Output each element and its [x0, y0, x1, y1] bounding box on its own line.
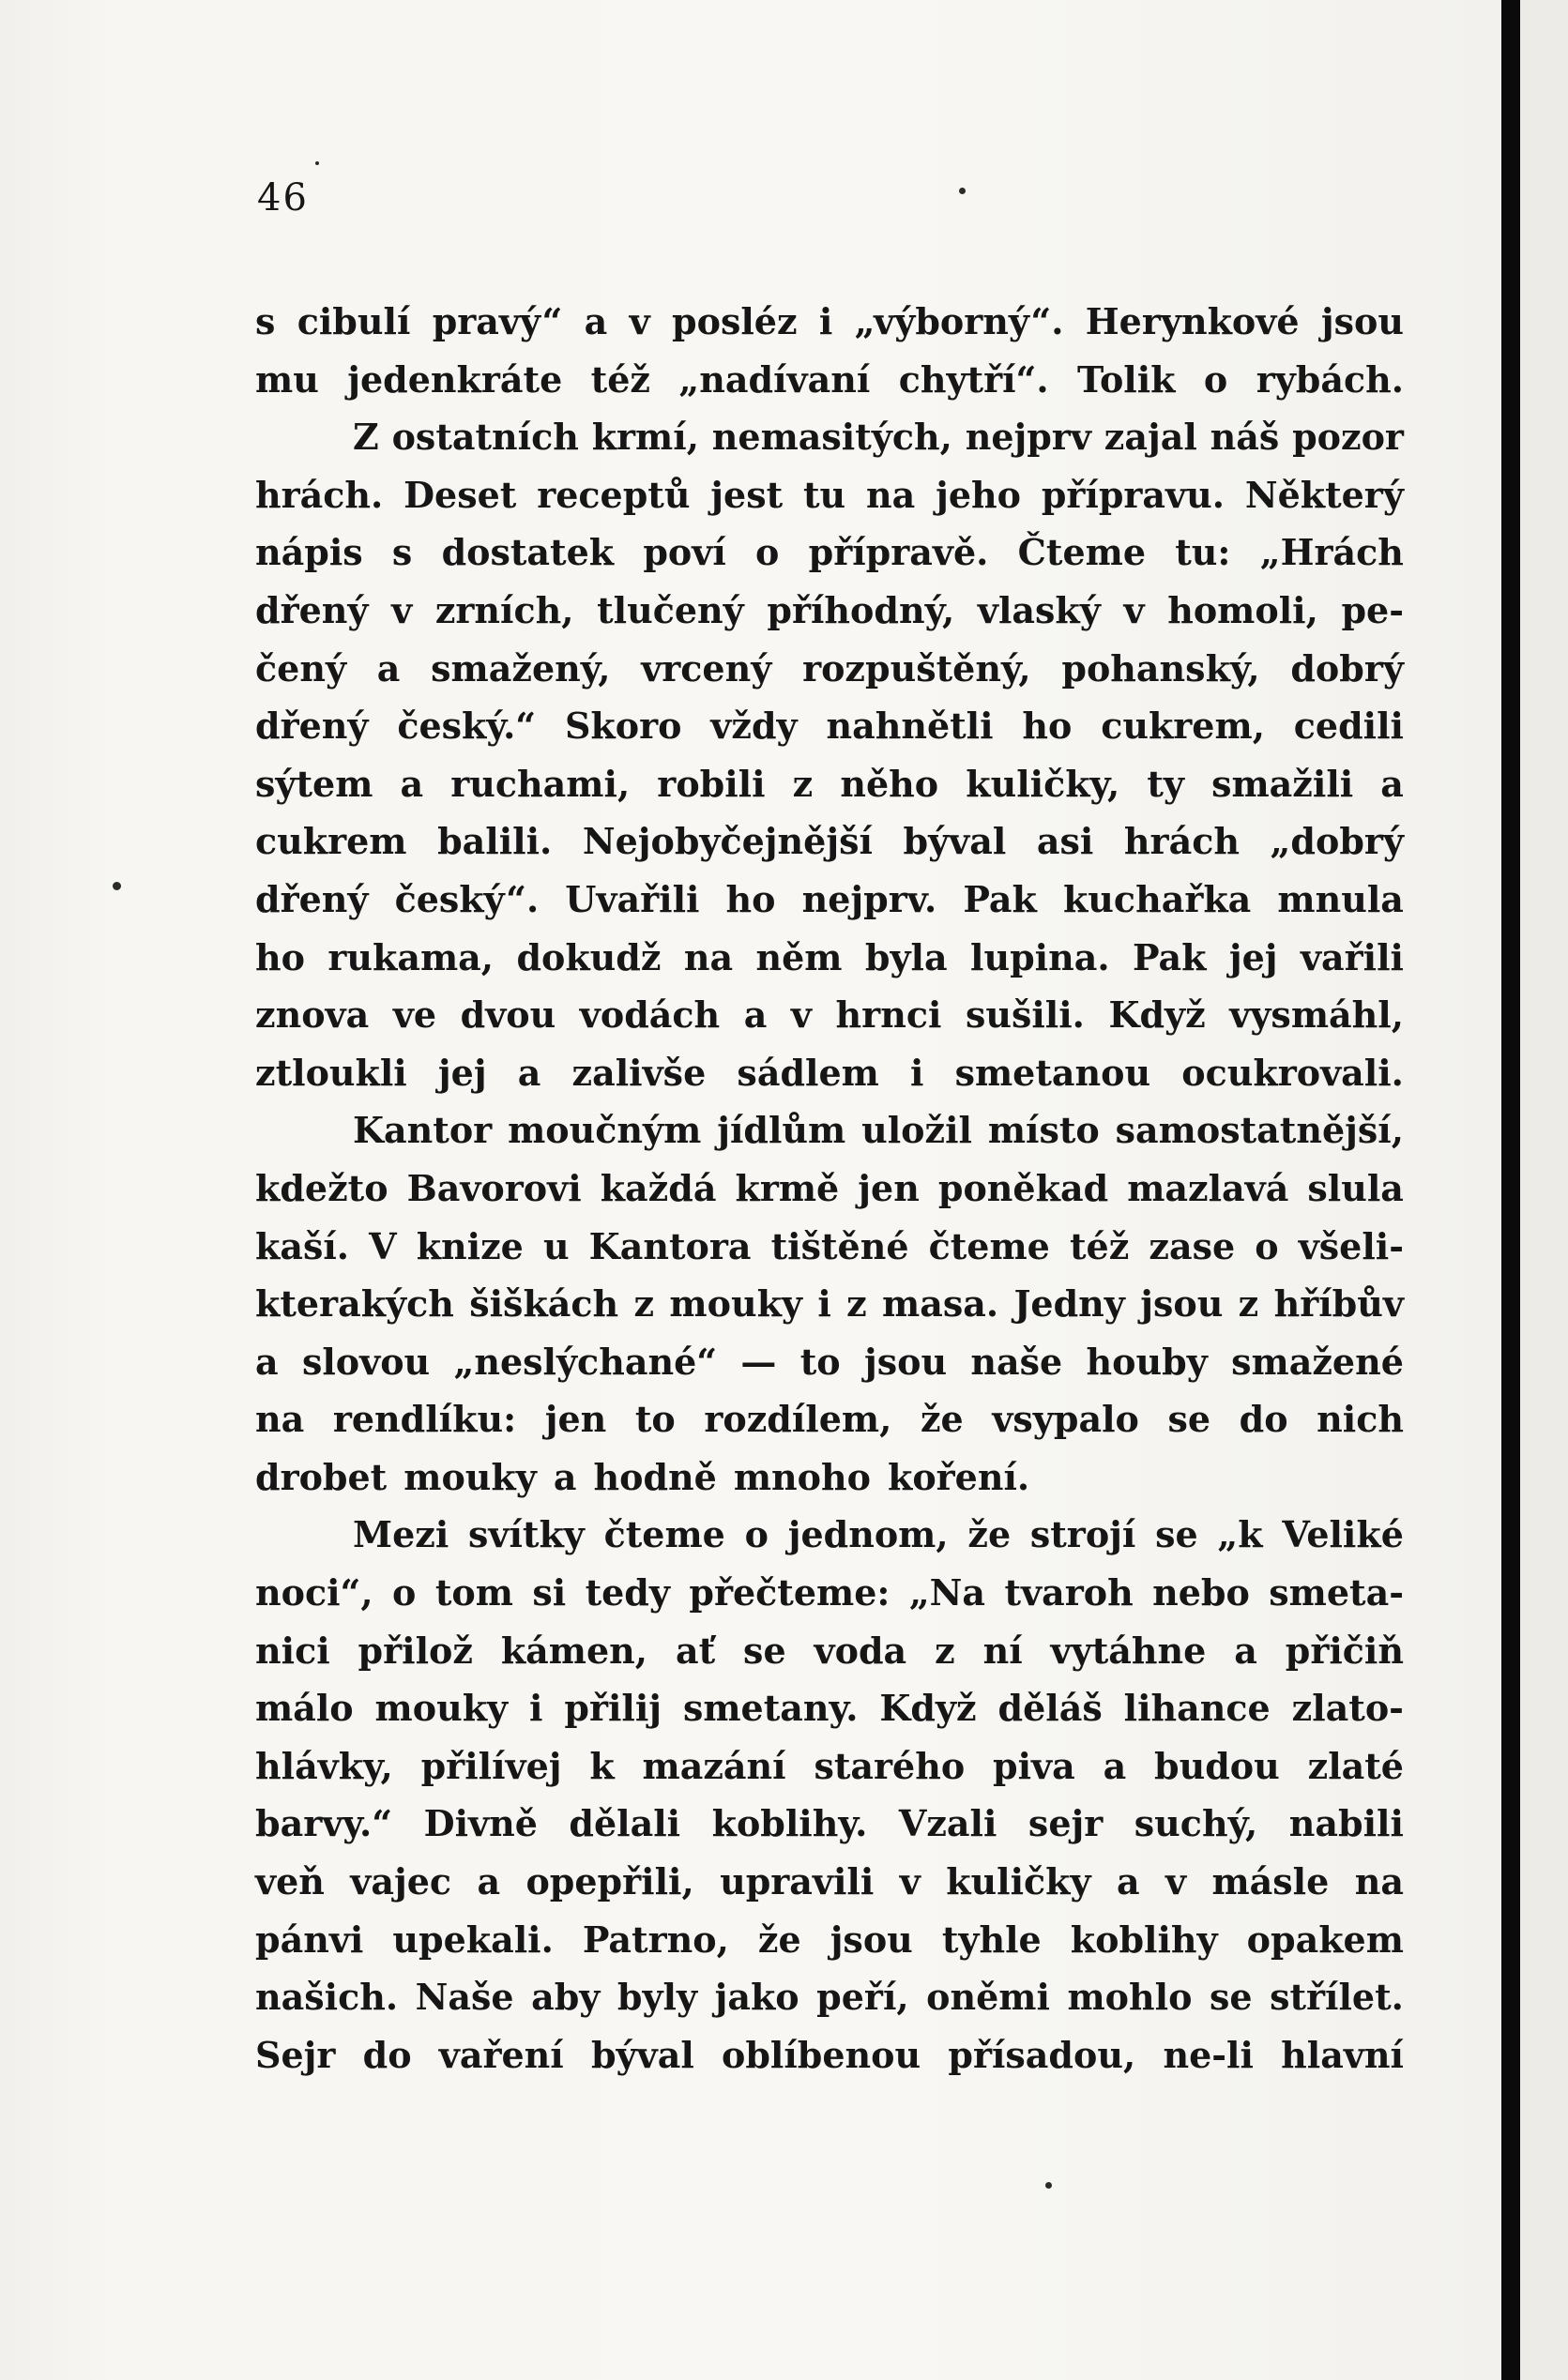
text-line: hlávky, přilívej k mazání starého piva a budou zlaté: [255, 1744, 1404, 1787]
scan-margin: [1520, 0, 1568, 2380]
text-line: mu jedenkráte též „nadívaní chytří“. Tolik o rybách.: [255, 357, 1404, 401]
text-line: cukrem balili. Nejobyčejnější býval asi hrách „dobrý: [255, 820, 1404, 863]
text-line: nápis s dostatek poví o přípravě. Čteme tu: „Hrách: [255, 531, 1404, 574]
ink-speck: [1045, 2182, 1052, 2189]
binding-edge: [1501, 0, 1520, 2380]
text-line: pánvi upekali. Patrno, že jsou tyhle koblihy opakem: [255, 1918, 1404, 1961]
text-line: znova ve dvou vodách a v hrnci sušili. Když vysmáhl,: [255, 993, 1404, 1037]
text-line: dřený v zrních, tlučený příhodný, vlaský v homoli, pe-: [255, 588, 1404, 631]
ink-speck: [315, 161, 319, 165]
text-line: veň vajec a opepřili, upravili v kuličky a v másle na: [255, 1860, 1404, 1903]
text-line: nici přilož kámen, ať se voda z ní vytáhne a přičiň: [255, 1629, 1404, 1672]
text-line: Kantor moučným jídlům uložil místo samostatnější,: [353, 1109, 1404, 1152]
text-line: Sejr do vaření býval oblíbenou přísadou, ne-li hlavní: [255, 2033, 1404, 2076]
text-line: hrách. Deset receptů jest tu na jeho přípravu. Některý: [255, 473, 1404, 516]
text-line: Mezi svítky čteme o jednom, že strojí se „k Veliké: [353, 1513, 1404, 1556]
text-line: Z ostatních krmí, nemasitých, nejprv zajal náš pozor: [353, 416, 1404, 459]
text-line: našich. Naše aby byly jako peří, oněmi mohlo se střílet.: [255, 1976, 1404, 2019]
text-line: sýtem a ruchami, robili z něho kuličky, ty smažili a: [255, 762, 1404, 805]
text-line: ho rukama, dokudž na něm byla lupina. Pak jej vařili: [255, 935, 1404, 978]
text-line: dřený český.“ Skoro vždy nahnětli ho cukrem, cedili: [255, 705, 1404, 748]
text-line: málo mouky i přilij smetany. Když děláš lihance zlato-: [255, 1687, 1404, 1730]
text-line: na rendlíku: jen to rozdílem, že vsypalo se do nich: [255, 1398, 1404, 1441]
body-text: [255, 293, 1404, 2084]
text-line: noci“, o tom si tedy přečteme: „Na tvaroh nebo smeta-: [255, 1571, 1404, 1614]
text-line: čený a smažený, vrcený rozpuštěný, pohanský, dobrý: [255, 646, 1404, 690]
text-line: kaší. V knize u Kantora tištěné čteme též zase o všeli-: [255, 1224, 1404, 1267]
page-number: 46: [257, 176, 309, 220]
text-line: drobet mouky a hodně mnoho koření.: [255, 1455, 1030, 1498]
text-line: s cibulí pravý“ a v posléz i „výborný“. Herynkové jsou: [255, 300, 1404, 342]
ink-speck: [113, 882, 121, 890]
text-line: dřený český“. Uvařili ho nejprv. Pak kuchařka mnula: [255, 877, 1404, 920]
text-line: barvy.“ Divně dělali koblihy. Vzali sejr suchý, nabili: [255, 1802, 1404, 1845]
text-line: a slovou „neslýchané“ — to jsou naše houby smažené: [255, 1340, 1404, 1383]
text-line: kterakých šiškách z mouky i z masa. Jedny jsou z hříbův: [255, 1282, 1404, 1326]
ink-speck: [959, 188, 966, 194]
text-line: kdežto Bavorovi každá krmě jen poněkad mazlavá slula: [255, 1166, 1404, 1209]
text-line: ztloukli jej a zalivše sádlem i smetanou ocukrovali.: [255, 1051, 1404, 1094]
